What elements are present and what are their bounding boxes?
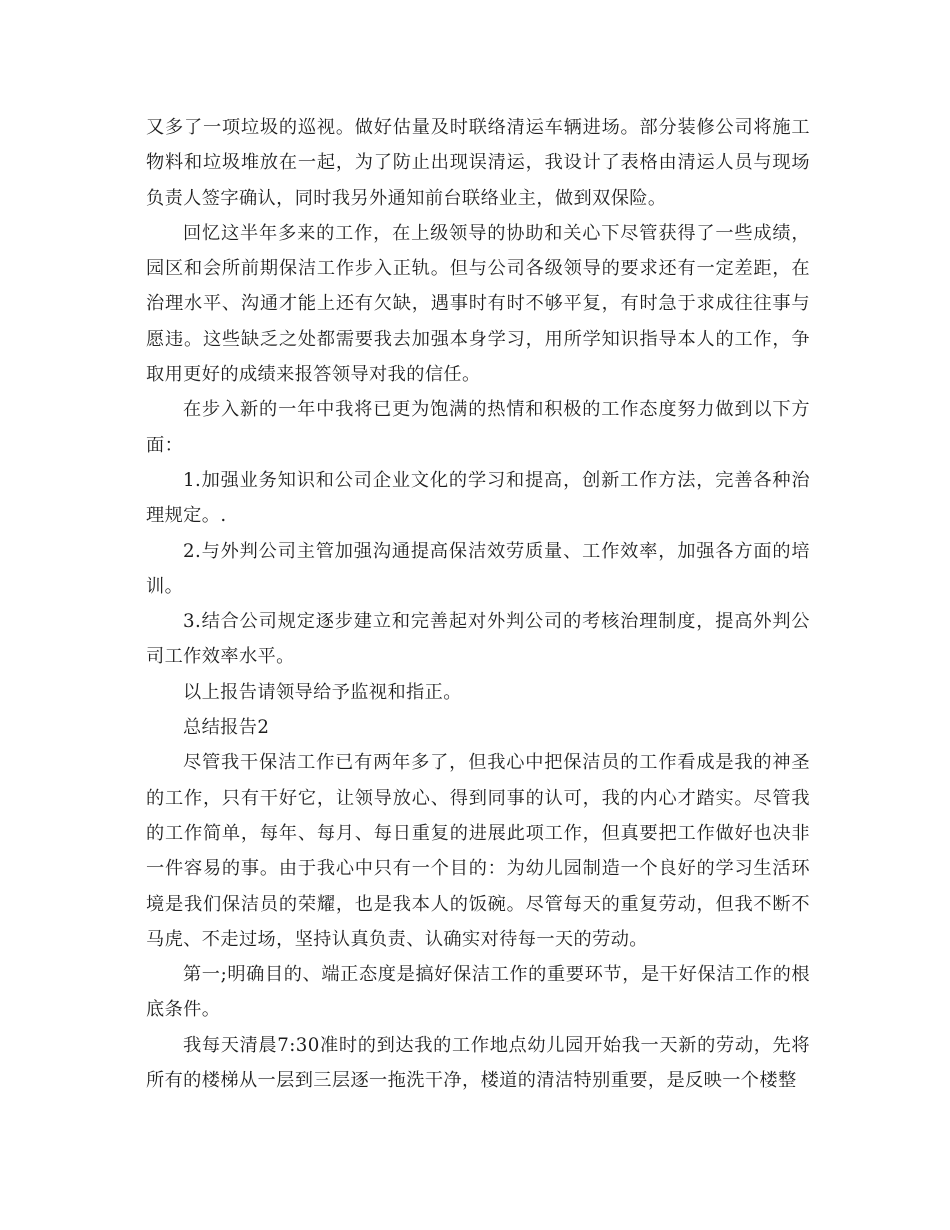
paragraph-half-year-review: 回忆这半年多来的工作，在上级领导的协助和关心下尽管获得了一些成绩，园区和会所前期保洁工作步入正轨。但与公司各级领导的要求还有一定差距，在治理水平、沟通才能上还有欠缺，遇事时有时不够平复，有时急于求成往往事与愿违。这些缺乏之处都需要我去加强本身学习，用所学知识指导本人的工作，争取用更好的成绩来报答领导对我的信任。 <box>146 222 810 386</box>
list-item-3: 3.结合公司规定逐步建立和完善起对外判公司的考核治理制度，提高外判公司工作效率水平。 <box>146 611 810 668</box>
paragraph-first-point: 第一;明确目的、端正态度是搞好保洁工作的重要环节，是干好保洁工作的根底条件。 <box>146 964 810 1021</box>
paragraph-new-year-plan: 在步入新的一年中我将已更为饱满的热情和积极的工作态度努力做到以下方面： <box>146 399 810 456</box>
list-item-2: 2.与外判公司主管加强沟通提高保洁效劳质量、工作效率，加强各方面的培训。 <box>146 540 810 597</box>
paragraph-closing: 以上报告请领导给予监视和指正。 <box>183 681 462 703</box>
paragraph-cleaning-work: 尽管我干保洁工作已有两年多了，但我心中把保洁员的工作看成是我的神圣的工作，只有干好它，让领导放心、得到同事的认可，我的内心才踏实。尽管我的工作简单，每年、每月、每日重复的进展此项工作，但真要把工作做好也决非一件容易的事。由于我心中只有一个目的：为幼儿园制造一个良好的学习生活环境是我们保洁员的荣耀，也是我本人的饭碗。尽管每天的重复劳动，但我不断不马虎、不走过场，坚持认真负责、认确实对待每一天的劳动。 <box>146 752 810 950</box>
paragraph-daily-routine: 我每天清晨7:30准时的到达我的工作地点幼儿园开始我一天新的劳动，先将所有的楼梯从一层到三层逐一拖洗干净，楼道的清洁特别重要，是反映一个楼整 <box>146 1034 810 1092</box>
document-body <box>146 110 810 1098</box>
section-heading-report-2: 总结报告2 <box>183 717 270 739</box>
list-item-1: 1.加强业务知识和公司企业文化的学习和提高，创新工作方法，完善各种治理规定。. <box>146 469 810 527</box>
paragraph-waste-inspection: 又多了一项垃圾的巡视。做好估量及时联络清运车辆进场。部分装修公司将施工物料和垃圾堆放在一起，为了防止出现误清运，我设计了表格由清运人员与现场负责人签字确认，同时我另外通知前台联络业主，做到双保险。 <box>146 117 810 209</box>
